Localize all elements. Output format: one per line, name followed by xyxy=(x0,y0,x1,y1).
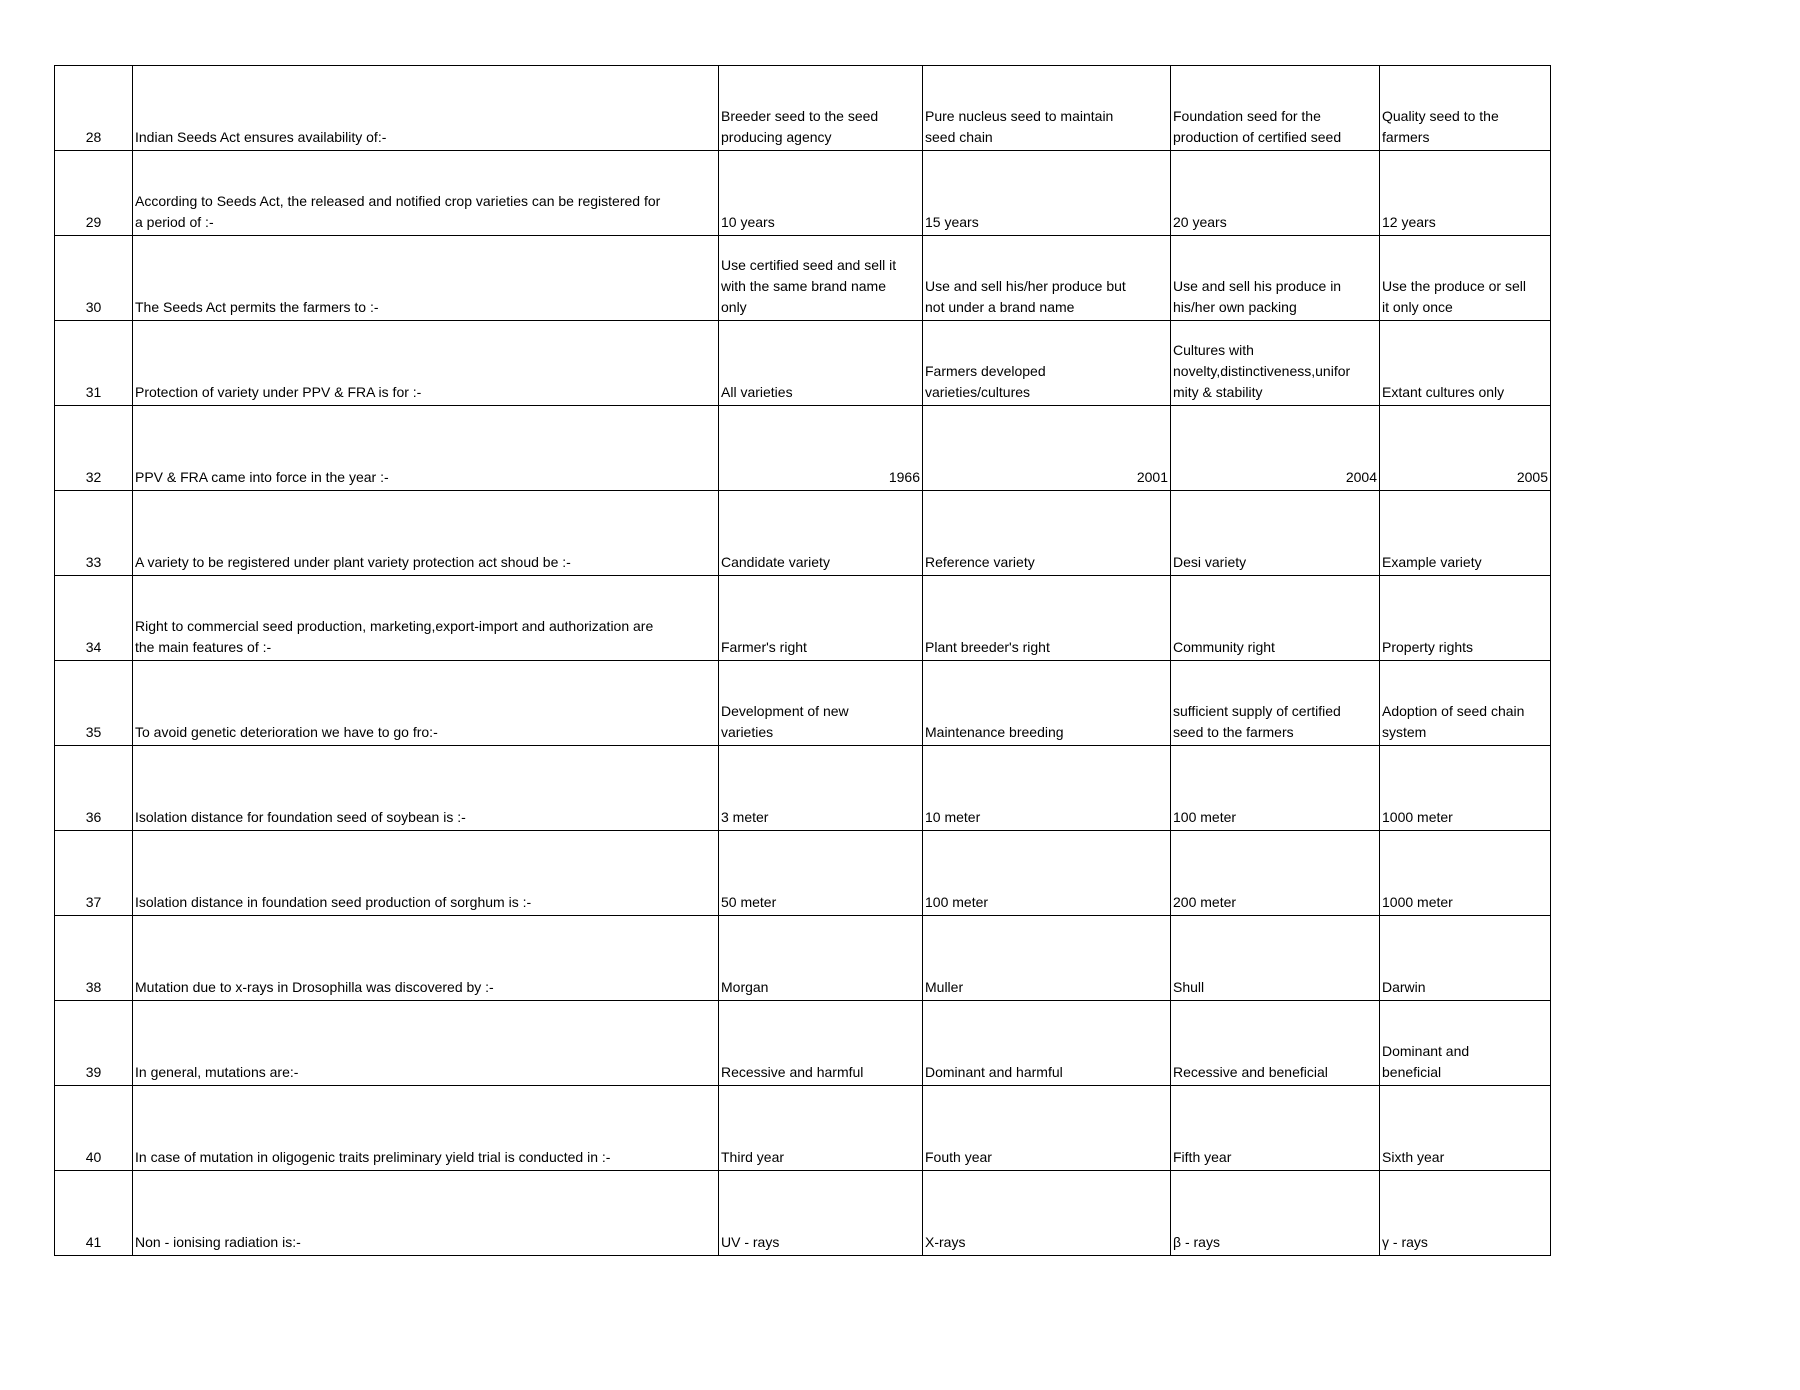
question-text: In general, mutations are:- xyxy=(133,1001,719,1086)
option-d: Sixth year xyxy=(1380,1086,1551,1171)
table-row xyxy=(55,661,1551,746)
question-number: 37 xyxy=(55,831,133,916)
option-b: 10 meter xyxy=(923,746,1171,831)
table-row xyxy=(55,66,1551,151)
option-a: UV - rays xyxy=(719,1171,923,1256)
option-c: 20 years xyxy=(1171,151,1380,236)
option-d: 1000 meter xyxy=(1380,746,1551,831)
option-a: All varieties xyxy=(719,321,923,406)
question-number: 31 xyxy=(55,321,133,406)
option-c: sufficient supply of certified seed to the farmers xyxy=(1171,661,1380,746)
table-row xyxy=(55,1086,1551,1171)
option-a: 1966 xyxy=(719,406,923,491)
question-text: Isolation distance in foundation seed production of sorghum is :- xyxy=(133,831,719,916)
option-c: Fifth year xyxy=(1171,1086,1380,1171)
option-d: Use the produce or sell it only once xyxy=(1380,236,1551,321)
question-number: 39 xyxy=(55,1001,133,1086)
table-row xyxy=(55,916,1551,1001)
option-a: Recessive and harmful xyxy=(719,1001,923,1086)
option-c: 200 meter xyxy=(1171,831,1380,916)
option-d: 12 years xyxy=(1380,151,1551,236)
option-d: Darwin xyxy=(1380,916,1551,1001)
option-c: Recessive and beneficial xyxy=(1171,1001,1380,1086)
option-b: Reference variety xyxy=(923,491,1171,576)
table-row xyxy=(55,1001,1551,1086)
option-a: Third year xyxy=(719,1086,923,1171)
option-a: 3 meter xyxy=(719,746,923,831)
option-c: β - rays xyxy=(1171,1171,1380,1256)
question-number: 30 xyxy=(55,236,133,321)
option-c: 2004 xyxy=(1171,406,1380,491)
option-b: Muller xyxy=(923,916,1171,1001)
option-b: 2001 xyxy=(923,406,1171,491)
option-b: Use and sell his/her produce but not under a brand name xyxy=(923,236,1171,321)
option-a: 10 years xyxy=(719,151,923,236)
question-text: According to Seeds Act, the released and notified crop varieties can be registered for a period of :- xyxy=(133,151,719,236)
table-row xyxy=(55,236,1551,321)
option-d: γ - rays xyxy=(1380,1171,1551,1256)
option-a: Development of new varieties xyxy=(719,661,923,746)
option-b: 15 years xyxy=(923,151,1171,236)
table-row xyxy=(55,1171,1551,1256)
question-number: 33 xyxy=(55,491,133,576)
option-a: Farmer's right xyxy=(719,576,923,661)
question-text: Indian Seeds Act ensures availability of:- xyxy=(133,66,719,151)
option-c: Community right xyxy=(1171,576,1380,661)
table-row xyxy=(55,491,1551,576)
question-text: PPV & FRA came into force in the year :- xyxy=(133,406,719,491)
option-a: Morgan xyxy=(719,916,923,1001)
option-c: Use and sell his produce in his/her own packing xyxy=(1171,236,1380,321)
option-d: 1000 meter xyxy=(1380,831,1551,916)
option-b: Plant breeder's right xyxy=(923,576,1171,661)
option-a: Candidate variety xyxy=(719,491,923,576)
table-row xyxy=(55,321,1551,406)
option-b: Dominant and harmful xyxy=(923,1001,1171,1086)
option-d: Adoption of seed chain system xyxy=(1380,661,1551,746)
question-text: In case of mutation in oligogenic traits preliminary yield trial is conducted in :- xyxy=(133,1086,719,1171)
option-a: Use certified seed and sell it with the same brand name only xyxy=(719,236,923,321)
table-row xyxy=(55,151,1551,236)
option-c: 100 meter xyxy=(1171,746,1380,831)
question-text: To avoid genetic deterioration we have to go fro:- xyxy=(133,661,719,746)
option-d: Extant cultures only xyxy=(1380,321,1551,406)
option-d: Example variety xyxy=(1380,491,1551,576)
option-a: 50 meter xyxy=(719,831,923,916)
option-c: Desi variety xyxy=(1171,491,1380,576)
option-b: Farmers developed varieties/cultures xyxy=(923,321,1171,406)
table-row xyxy=(55,406,1551,491)
question-text: Mutation due to x-rays in Drosophilla was discovered by :- xyxy=(133,916,719,1001)
question-text: Right to commercial seed production, marketing,export-import and authorization are the main features of :- xyxy=(133,576,719,661)
question-number: 28 xyxy=(55,66,133,151)
question-number: 32 xyxy=(55,406,133,491)
table-row xyxy=(55,576,1551,661)
question-number: 40 xyxy=(55,1086,133,1171)
question-number: 29 xyxy=(55,151,133,236)
table-row xyxy=(55,831,1551,916)
option-a: Breeder seed to the seed producing agency xyxy=(719,66,923,151)
question-text: The Seeds Act permits the farmers to :- xyxy=(133,236,719,321)
option-b: Maintenance breeding xyxy=(923,661,1171,746)
option-d: Dominant and beneficial xyxy=(1380,1001,1551,1086)
question-number: 38 xyxy=(55,916,133,1001)
option-d: Quality seed to the farmers xyxy=(1380,66,1551,151)
option-b: 100 meter xyxy=(923,831,1171,916)
question-text: Isolation distance for foundation seed of soybean is :- xyxy=(133,746,719,831)
table-row xyxy=(55,746,1551,831)
option-d: Property rights xyxy=(1380,576,1551,661)
question-text: Protection of variety under PPV & FRA is for :- xyxy=(133,321,719,406)
option-d: 2005 xyxy=(1380,406,1551,491)
question-text: A variety to be registered under plant variety protection act shoud be :- xyxy=(133,491,719,576)
question-number: 34 xyxy=(55,576,133,661)
option-b: Fouth year xyxy=(923,1086,1171,1171)
question-text: Non - ionising radiation is:- xyxy=(133,1171,719,1256)
option-b: Pure nucleus seed to maintain seed chain xyxy=(923,66,1171,151)
question-number: 41 xyxy=(55,1171,133,1256)
option-c: Cultures with novelty,distinctiveness,unifor mity & stability xyxy=(1171,321,1380,406)
option-c: Shull xyxy=(1171,916,1380,1001)
option-b: X-rays xyxy=(923,1171,1171,1256)
option-c: Foundation seed for the production of certified seed xyxy=(1171,66,1380,151)
question-table xyxy=(54,65,1551,1256)
question-number: 35 xyxy=(55,661,133,746)
question-number: 36 xyxy=(55,746,133,831)
